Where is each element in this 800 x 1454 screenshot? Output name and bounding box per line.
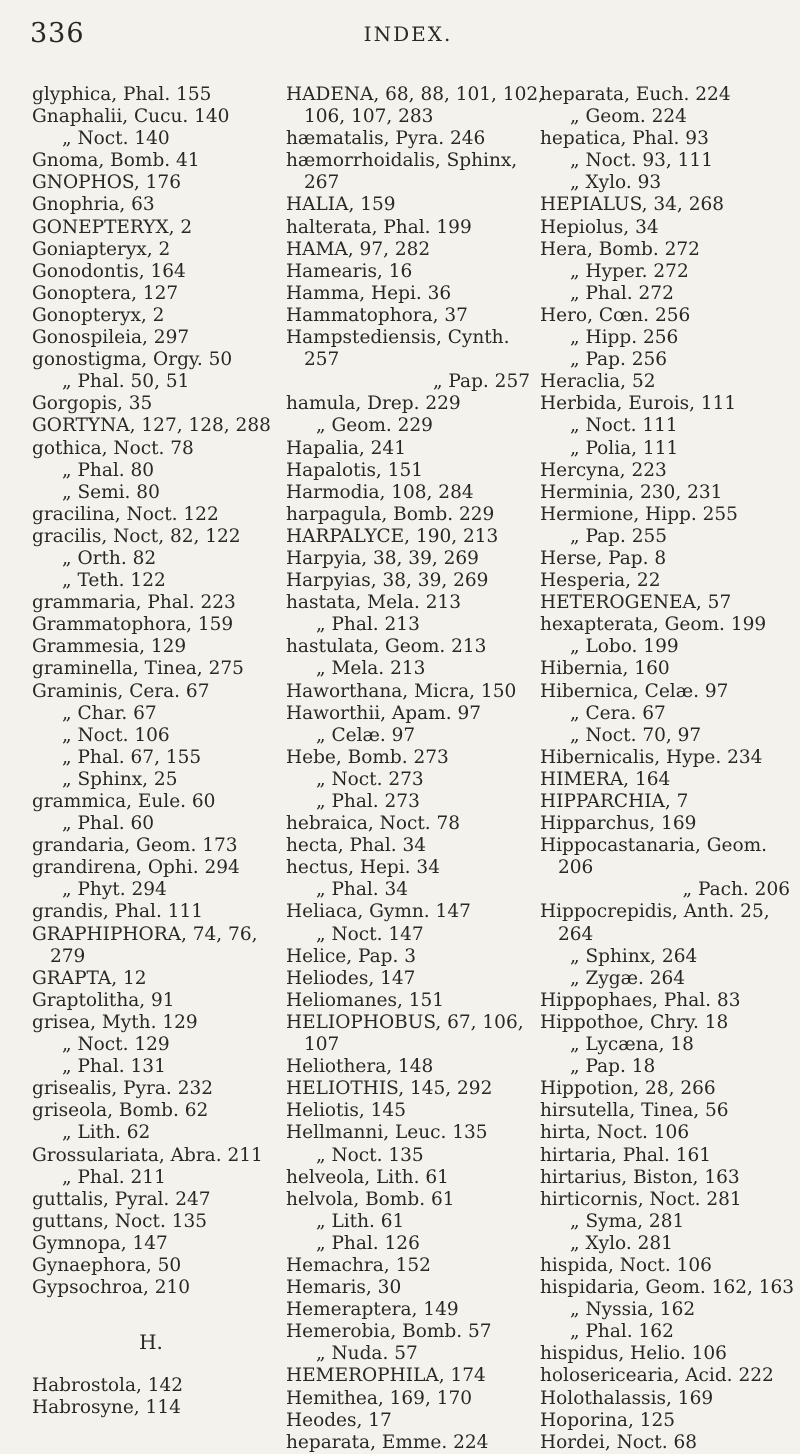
index-continuation: „ Pap. 257 [432, 371, 530, 393]
index-subentry: „ Phal. 272 [570, 282, 674, 304]
index-entry: Hammatophora, 37 [286, 304, 468, 326]
index-entry: Hippophaes, Phal. 83 [540, 989, 741, 1011]
index-entry: gracilina, Noct. 122 [32, 503, 219, 525]
index-entry: Gorgopis, 35 [32, 393, 153, 415]
index-subentry: „ Noct. 273 [316, 768, 424, 790]
index-entry: Hemerobia, Bomb. 57 [286, 1321, 492, 1343]
index-entry: hastulata, Geom. 213 [286, 636, 487, 658]
index-entry: glyphica, Phal. 155 [32, 84, 212, 105]
index-entry: hirticornis, Noct. 281 [540, 1188, 742, 1210]
index-column-2 [286, 84, 545, 1454]
index-entry: hebraica, Noct. 78 [286, 813, 461, 835]
index-subentry: „ Pap. 255 [570, 525, 668, 547]
index-entry: Hemaris, 30 [286, 1277, 402, 1299]
index-entry: heparata, Euch. 224 [540, 84, 731, 105]
index-subentry: „ Noct. 135 [316, 1144, 424, 1166]
index-entry: Heodes, 17 [286, 1409, 392, 1431]
index-subentry: „ Syma, 281 [570, 1210, 685, 1232]
index-entry: Hero, Cœn. 256 [540, 304, 691, 326]
index-entry: Herminia, 230, 231 [540, 481, 723, 503]
index-subentry: „ Hyper. 272 [570, 260, 689, 282]
index-entry: Hepiolus, 34 [540, 216, 659, 238]
index-entry: Holothalassis, 169 [540, 1387, 714, 1409]
index-entry: Hemachra, 152 [286, 1254, 431, 1276]
index-continuation: 257 [304, 349, 340, 371]
index-entry: grammica, Eule. 60 [32, 791, 216, 812]
index-entry: Heliothera, 148 [286, 1056, 434, 1078]
index-subentry: „ Teth. 122 [62, 570, 166, 592]
index-subentry: „ Semi. 80 [62, 481, 160, 503]
index-entry: grammaria, Phal. 223 [32, 592, 236, 614]
index-entry: Helice, Pap. 3 [286, 945, 417, 967]
index-entry: Hipparchus, 169 [540, 813, 697, 835]
index-entry: hastata, Mela. 213 [286, 592, 462, 614]
index-entry: Hoporina, 125 [540, 1409, 676, 1431]
index-subentry: „ Phal. 80 [62, 459, 155, 481]
index-entry: Heliodes, 147 [286, 967, 416, 989]
index-entry: Hamma, Hepi. 36 [286, 282, 452, 304]
index-entry: Harmodia, 108, 284 [286, 481, 474, 503]
index-entry: Hippotion, 28, 266 [540, 1078, 716, 1100]
index-subentry: „ Phal. 131 [62, 1056, 166, 1078]
index-entry: Hamearis, 16 [286, 260, 413, 282]
index-subentry: „ Phal. 273 [316, 791, 420, 812]
index-continuation: 206 [558, 857, 594, 879]
index-entry: Hibernica, Celæ. 97 [540, 680, 729, 702]
index-entry: hirta, Noct. 106 [540, 1122, 690, 1144]
index-entry: Herse, Pap. 8 [540, 547, 667, 569]
index-subentry: „ Pap. 18 [570, 1056, 656, 1078]
index-subentry: „ Phal. 211 [62, 1166, 166, 1188]
index-entry: hirsutella, Tinea, 56 [540, 1100, 729, 1122]
index-entry: Heliomanes, 151 [286, 989, 445, 1011]
index-entry: HETEROGENEA, 57 [540, 592, 732, 614]
index-entry: Hercyna, 223 [540, 459, 667, 481]
index-entry: guttalis, Pyral. 247 [32, 1188, 211, 1210]
index-entry: hæmatalis, Pyra. 246 [286, 128, 486, 150]
index-entry: Hibernia, 160 [540, 658, 670, 680]
index-subentry: „ Lith. 62 [62, 1122, 151, 1144]
index-entry: Hippocrepidis, Anth. 25, [540, 901, 770, 923]
index-entry: Grossulariata, Abra. 211 [32, 1144, 263, 1166]
index-entry: harpagula, Bomb. 229 [286, 503, 495, 525]
index-entry: grandaria, Geom. 173 [32, 835, 238, 857]
index-subentry: „ Xylo. 281 [570, 1232, 673, 1254]
index-entry: Hapalia, 241 [286, 437, 406, 459]
index-entry: Hordei, Noct. 68 [540, 1431, 698, 1453]
index-entry: Gnoma, Bomb. 41 [32, 150, 200, 172]
index-subentry: „ Phal. 67, 155 [62, 746, 202, 768]
index-entry: hispidaria, Geom. 162, 163 [540, 1277, 795, 1299]
index-entry: Harpyia, 38, 39, 269 [286, 547, 479, 569]
index-subentry: „ Nuda. 57 [316, 1343, 418, 1365]
index-entry: helveola, Lith. 61 [286, 1166, 449, 1188]
index-entry: grisea, Myth. 129 [32, 1011, 198, 1033]
index-entry: Habrostola, 142 [32, 1375, 184, 1397]
index-entry: gracilis, Noct, 82, 122 [32, 525, 241, 547]
index-entry: Haworthii, Apam. 97 [286, 702, 481, 724]
index-subentry: „ Geom. 229 [316, 415, 433, 437]
index-entry: hæmorrhoidalis, Sphinx, [286, 150, 518, 172]
index-column-3 [540, 84, 796, 1454]
index-entry: hirtarius, Biston, 163 [540, 1166, 740, 1188]
index-subentry: „ Phal. 213 [316, 614, 420, 636]
index-subentry: „ Zygæ. 264 [570, 967, 686, 989]
section-letter: H. [139, 1330, 163, 1355]
index-entry: Hellmanni, Leuc. 135 [286, 1122, 488, 1144]
index-subentry: „ Mela. 213 [316, 658, 426, 680]
index-entry: Hibernicalis, Hype. 234 [540, 746, 763, 768]
index-entry: Goniapteryx, 2 [32, 238, 171, 260]
index-entry: GORTYNA, 127, 128, 288 [32, 415, 271, 437]
running-head: INDEX. [363, 22, 453, 46]
index-entry: Gynaephora, 50 [32, 1254, 182, 1276]
index-entry: Gonopteryx, 2 [32, 304, 165, 326]
index-entry: GONEPTERYX, 2 [32, 216, 193, 238]
index-subentry: „ Noct. 93, 111 [570, 150, 713, 172]
index-entry: hirtaria, Phal. 161 [540, 1144, 712, 1166]
index-entry: HALIA, 159 [286, 194, 396, 216]
index-entry: HAMA, 97, 282 [286, 238, 431, 260]
index-entry: gothica, Noct. 78 [32, 437, 194, 459]
index-subentry: „ Phal. 50, 51 [62, 371, 190, 393]
index-entry: hecta, Phal. 34 [286, 835, 427, 857]
index-subentry: „ Orth. 82 [62, 547, 157, 569]
index-entry: halterata, Phal. 199 [286, 216, 472, 238]
page-number: 336 [30, 18, 85, 49]
index-entry: Gnaphalii, Cucu. 140 [32, 106, 230, 128]
index-entry: HIMERA, 164 [540, 768, 671, 790]
index-subentry: „ Noct. 129 [62, 1034, 170, 1056]
index-entry: Heraclia, 52 [540, 371, 656, 393]
index-column-1 [32, 84, 270, 1419]
index-entry: GRAPTA, 12 [32, 967, 147, 989]
index-entry: Hemithea, 169, 170 [286, 1387, 473, 1409]
index-subentry: „ Noct. 147 [316, 923, 424, 945]
index-entry: Gonoptera, 127 [32, 282, 179, 304]
index-subentry: „ Polia, 111 [570, 437, 679, 459]
index-entry: Graminis, Cera. 67 [32, 680, 210, 702]
index-entry: Heliotis, 145 [286, 1100, 406, 1122]
index-entry: Haworthana, Micra, 150 [286, 680, 517, 702]
index-subentry: „ Sphinx, 264 [570, 945, 698, 967]
index-entry: Gypsochroa, 210 [32, 1277, 191, 1299]
index-entry: Habrosyne, 114 [32, 1397, 181, 1419]
index-entry: Hippocastanaria, Geom. [540, 835, 768, 857]
index-entry: helvola, Bomb. 61 [286, 1188, 455, 1210]
index-subentry: „ Lobo. 199 [570, 636, 679, 658]
index-entry: Hapalotis, 151 [286, 459, 424, 481]
index-entry: Gonospileia, 297 [32, 327, 190, 349]
index-entry: HELIOTHIS, 145, 292 [286, 1078, 493, 1100]
index-subentry: „ Noct. 111 [570, 415, 678, 437]
index-entry: hamula, Drep. 229 [286, 393, 461, 415]
index-subentry: „ Celæ. 97 [316, 724, 416, 746]
index-entry: Hebe, Bomb. 273 [286, 746, 449, 768]
index-entry: HEMEROPHILA, 174 [286, 1365, 486, 1387]
index-entry: Hesperia, 22 [540, 570, 661, 592]
index-subentry: „ Xylo. 93 [570, 172, 662, 194]
index-entry: HARPALYCE, 190, 213 [286, 525, 499, 547]
index-subentry: „ Phal. 60 [62, 813, 155, 835]
index-entry: Gonodontis, 164 [32, 260, 186, 282]
index-subentry: „ Cera. 67 [570, 702, 666, 724]
index-entry: Harpyias, 38, 39, 269 [286, 570, 489, 592]
index-entry: HIPPARCHIA, 7 [540, 791, 689, 812]
index-subentry: „ Noct. 140 [62, 128, 170, 150]
index-entry: Grammesia, 129 [32, 636, 187, 658]
index-entry: graminella, Tinea, 275 [32, 658, 244, 680]
index-entry: GNOPHOS, 176 [32, 172, 181, 194]
index-subentry: „ Lith. 61 [316, 1210, 405, 1232]
index-entry: Hippothoe, Chry. 18 [540, 1011, 729, 1033]
index-entry: hispida, Noct. 106 [540, 1254, 712, 1276]
index-continuation: „ Pach. 206 [682, 879, 790, 901]
index-entry: Hampstediensis, Cynth. [286, 327, 510, 349]
index-entry: Hera, Bomb. 272 [540, 238, 700, 260]
index-entry: grisealis, Pyra. 232 [32, 1078, 214, 1100]
index-entry: grandirena, Ophi. 294 [32, 857, 240, 879]
index-subentry: „ Phal. 126 [316, 1232, 420, 1254]
index-subentry: „ Noct. 106 [62, 724, 170, 746]
index-entry: HELIOPHOBUS, 67, 106, [286, 1011, 524, 1033]
index-entry: Heliaca, Gymn. 147 [286, 901, 471, 923]
index-entry: HADENA, 68, 88, 101, 102, [286, 84, 545, 105]
index-entry: heparata, Emme. 224 [286, 1431, 489, 1453]
index-continuation: 264 [558, 923, 594, 945]
index-entry: hepatica, Phal. 93 [540, 128, 709, 150]
index-entry: Graptolitha, 91 [32, 989, 175, 1011]
index-entry: Herbida, Eurois, 111 [540, 393, 737, 415]
index-subentry: „ Geom. 224 [570, 106, 687, 128]
index-entry: Hermione, Hipp. 255 [540, 503, 738, 525]
index-continuation: 279 [50, 945, 86, 967]
index-entry: griseola, Bomb. 62 [32, 1100, 209, 1122]
index-subentry: „ Pap. 256 [570, 349, 668, 371]
index-subentry: „ Phal. 34 [316, 879, 409, 901]
index-subentry: „ Char. 67 [62, 702, 157, 724]
index-entry: hexapterata, Geom. 199 [540, 614, 767, 636]
index-entry: hectus, Hepi. 34 [286, 857, 440, 879]
index-continuation: 106, 107, 283 [304, 106, 434, 128]
index-subentry: „ Hipp. 256 [570, 327, 679, 349]
index-entry: Gymnopa, 147 [32, 1232, 168, 1254]
index-entry: guttans, Noct. 135 [32, 1210, 208, 1232]
index-entry: gonostigma, Orgy. 50 [32, 349, 233, 371]
index-entry: hispidus, Helio. 106 [540, 1343, 727, 1365]
index-subentry: „ Phal. 162 [570, 1321, 674, 1343]
index-entry: grandis, Phal. 111 [32, 901, 204, 923]
index-entry: HEPIALUS, 34, 268 [540, 194, 725, 216]
index-continuation: 107 [304, 1034, 340, 1056]
index-entry: GRAPHIPHORA, 74, 76, [32, 923, 258, 945]
index-subentry: „ Lycæna, 18 [570, 1034, 694, 1056]
index-subentry: „ Nyssia, 162 [570, 1299, 696, 1321]
index-entry: Gnophria, 63 [32, 194, 155, 216]
index-continuation: 267 [304, 172, 340, 194]
index-entry: Grammatophora, 159 [32, 614, 234, 636]
index-subentry: „ Noct. 70, 97 [570, 724, 702, 746]
index-subentry: „ Phyt. 294 [62, 879, 167, 901]
index-subentry: „ Sphinx, 25 [62, 768, 178, 790]
index-entry: Hemeraptera, 149 [286, 1299, 459, 1321]
index-entry: holosericearia, Acid. 222 [540, 1365, 774, 1387]
